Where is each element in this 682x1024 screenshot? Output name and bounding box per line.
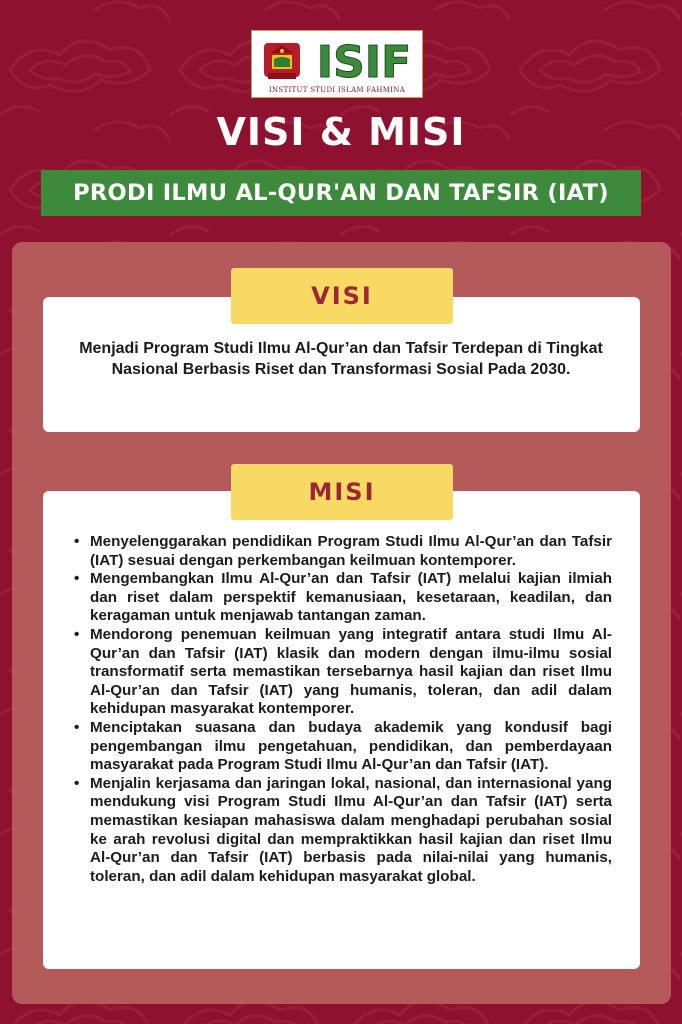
misi-list	[70, 533, 612, 886]
misi-item: • Menyelenggarakan pendidikan Program Studi Ilmu Al-Qur’an dan Tafsir (IAT) sesuai dengan perkembangan keilmuan kontemporer.	[70, 533, 612, 570]
isif-logo	[251, 30, 423, 98]
misi-heading: MISI	[231, 464, 453, 520]
misi-item: • Mengembangkan Ilmu Al-Qur’an dan Tafsir (IAT) melalui kajian ilmiah dan riset dalam perspektif kemanusiaan, kesetaraan, keadilan, dan keragaman untuk menjawab tantangan zaman.	[70, 570, 612, 626]
misi-item: • Menjalin kerjasama dan jaringan lokal, nasional, dan internasional yang mendukung visi Program Studi Ilmu Al-Qur’an dan Tafsir (IAT) serta memastikan kesiapan mahasiswa dalam menghadapi perubahan sosial ke arah revolusi digital dan mempraktikkan hasil kajian dan riset Ilmu Al-Qur’an dan Tafsir (IAT) berbasis pada nilai-nilai yang humanis, toleran, dan adil dalam kehidupan masyarakat global.	[70, 775, 612, 887]
visi-heading: VISI	[231, 268, 453, 324]
misi-item: • Mendorong penemuan keilmuan yang integratif antara studi Ilmu Al-Qur’an dan Tafsir (IAT) klasik dan modern dengan ilmu-ilmu sosial transformatif serta memastikan tersebarnya hasil kajian dan riset Ilmu Al-Qur’an dan Tafsir (IAT) yang humanis, toleran, dan adil dalam kehidupan masyarakat kontemporer.	[70, 626, 612, 719]
logo-subtitle: INSTITUT STUDI ISLAM FAHMINA	[268, 86, 406, 94]
visi-statement: Menjadi Program Studi Ilmu Al-Qur’an dan Tafsir Terdepan di Tingkat Nasional Berbasis Riset dan Transformasi Sosial Pada 2030.	[79, 340, 603, 378]
isif-wordmark	[308, 35, 420, 85]
program-banner: PRODI ILMU AL-QUR'AN DAN TAFSIR (IAT)	[41, 170, 641, 216]
institute-emblem-icon	[260, 37, 304, 85]
page-title: VISI & MISI	[216, 110, 466, 154]
misi-item: • Menciptakan suasana dan budaya akademik yang kondusif bagi pengembangan ilmu pengetahuan, pendidikan, dan pemberdayaan masyarakat pada Program Studi Ilmu Al-Qur’an dan Tafsir (IAT).	[70, 719, 612, 775]
svg-text:ISIF: ISIF	[316, 37, 412, 85]
